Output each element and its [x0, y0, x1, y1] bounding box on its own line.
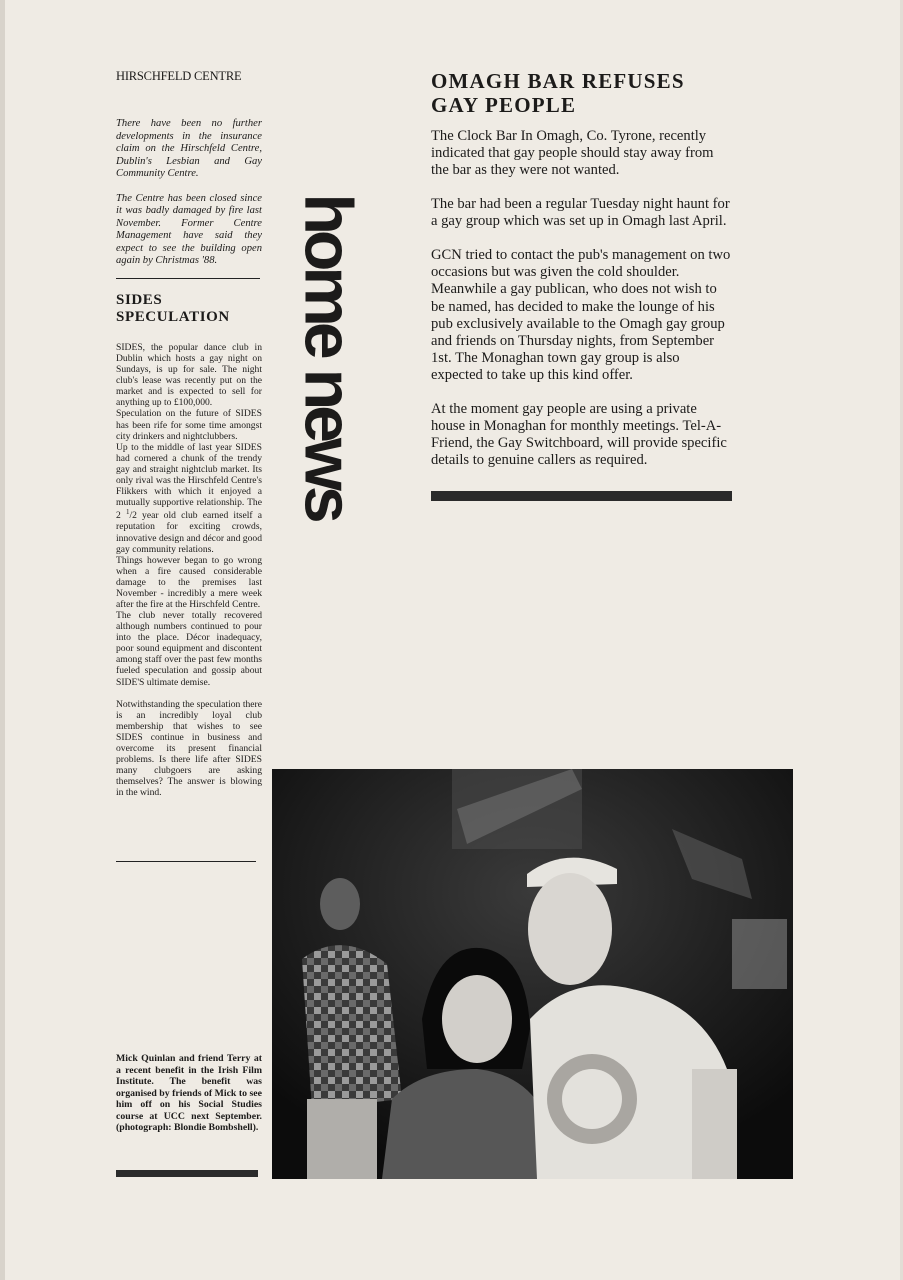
hirschfeld-label: HIRSCHFELD CENTRE — [116, 69, 242, 83]
sides-heading: SIDES SPECULATION — [116, 292, 230, 325]
photograph — [272, 769, 793, 1179]
photo-illustration — [272, 769, 793, 1179]
caption-bar — [116, 1170, 258, 1177]
omagh-bar — [431, 491, 732, 501]
section-divider — [116, 861, 256, 862]
hirschfeld-article — [116, 118, 262, 280]
section-divider — [116, 278, 260, 279]
sides-paragraph: Notwithstanding the speculation there is an incredibly loyal club membership that wishes to see SIDES continue in business and overcome its present financial problems. Is there life after SIDES many clubgoers are asking themselves? The answer is blowing in the wind. — [116, 698, 262, 799]
omagh-paragraph: The Clock Bar In Omagh, Co. Tyrone, recently indicated that gay people should stay away from the bar as they were not wanted. — [431, 128, 714, 179]
omagh-heading: OMAGH BAR REFUSES GAY PEOPLE — [431, 69, 685, 117]
omagh-paragraph: At the moment gay people are using a private house in Monaghan for monthly meetings. Tel-A-Friend, the Gay Switchboard, will provide specific details to genuine callers as required. — [431, 400, 727, 468]
sides-paragraph: The club never totally recovered although numbers continued to pour into the place. Décor inadequacy, poor sound equipment and discontent among staff over the past few months fueled speculation and gossip about SIDE'S ultimate demise. — [116, 610, 262, 688]
masthead-title: home news — [291, 192, 368, 519]
page-edge — [0, 0, 5, 1280]
sides-paragraph: Up to the middle of last year SIDES had cornered a chunk of the trendy gay and straight nightclub market. Its only rival was the Hirschfeld Centre's Flikkers with which it enjoyed a mutually supportive relationship. The 2 $^1$/2 year old club earned itself a reputation for exciting crowds, innovative design and décor and good gay community relations. — [116, 441, 262, 555]
sides-paragraph: SIDES, the popular dance club in Dublin which hosts a gay night on Sundays, is up for sale. The night club's lease was recently put on the market and is expected to sell for anything up to £100,000. — [116, 342, 262, 409]
hirschfeld-paragraph: The Centre has been closed since it was badly damaged by fire last November. Former Centre Management have said they expect to see the building open again by Christmas '88. — [116, 192, 262, 266]
sides-paragraph: Things however began to go wrong when a fire caused considerable damage to the premises last November - incredibly a mere week after the fire at the Hirschfeld Centre. — [116, 554, 262, 610]
omagh-paragraph: The bar had been a regular Tuesday night haunt for a gay group which was set up in Omagh last April. — [431, 196, 730, 230]
sides-article — [116, 342, 262, 798]
hirschfeld-paragraph: There have been no further developments in the insurance claim on the Hirschfeld Centre, Dublin's Lesbian and Gay Community Centre. — [116, 118, 262, 179]
omagh-paragraph: GCN tried to contact the pub's management on two occasions but was given the cold shoulder. Meanwhile a gay publican, who does not wish to be named, has decided to make the lounge of his pub exclusively available to the Omagh gay group and friends on Thursday nights, from September 1st. The Monaghan town gay group is also expected to take up this kind offer. — [431, 247, 731, 383]
sides-paragraph: Speculation on the future of SIDES has been rife for some time amongst city drinkers and nightclubbers. — [116, 408, 262, 442]
masthead — [291, 68, 368, 643]
omagh-article — [431, 128, 733, 486]
photo-caption: Mick Quinlan and friend Terry at a recent benefit in the Irish Film Institute. The benefit was organised by friends of Mick to see him off on his Social Studies course at UCC next September. (photograph: Blondie Bombshell). — [116, 1053, 262, 1134]
